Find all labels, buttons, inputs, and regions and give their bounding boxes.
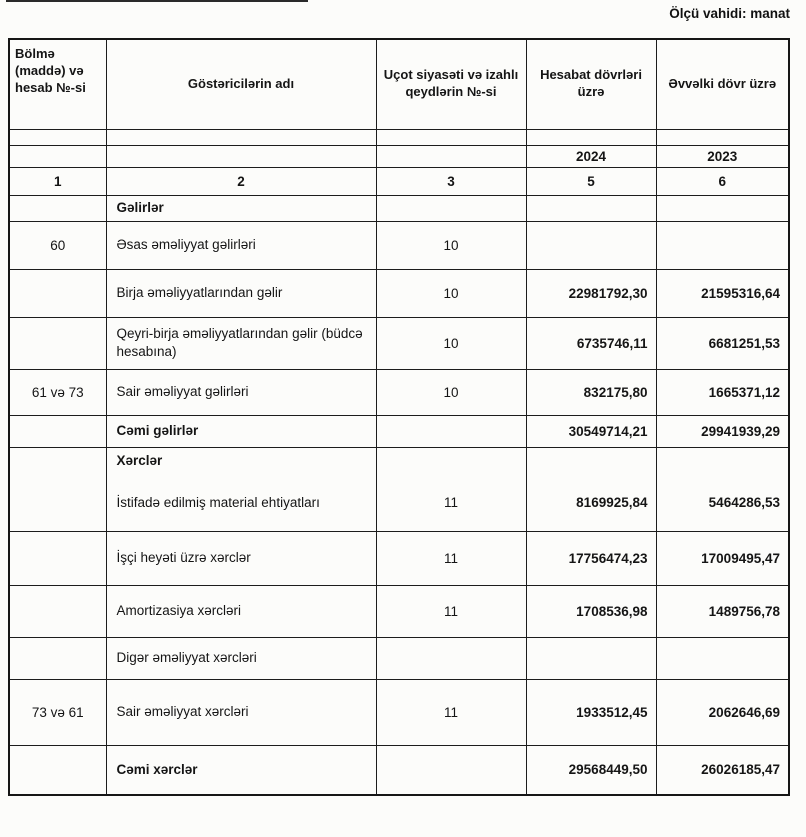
cell-2023: 21595316,64 [656, 269, 789, 317]
cell-code [9, 637, 106, 679]
cell-code [9, 475, 106, 531]
cell-2023: 17009495,47 [656, 531, 789, 585]
cell-note [376, 745, 526, 795]
table-row [9, 221, 789, 269]
cell-2024 [526, 221, 656, 269]
cell-2024: 1933512,45 [526, 679, 656, 745]
cell-note: 11 [376, 475, 526, 531]
cell-name: Gəlirlər [106, 195, 376, 221]
cell-note [376, 637, 526, 679]
blank-row [9, 129, 789, 145]
blank-cell [9, 145, 106, 167]
cell-code: 60 [9, 221, 106, 269]
cell-code [9, 531, 106, 585]
cell-2023 [656, 447, 789, 475]
cell-code [9, 447, 106, 475]
year-2024-cell: 2024 [526, 145, 656, 167]
cell-code [9, 585, 106, 637]
table-row [9, 637, 789, 679]
table-body [9, 195, 789, 795]
cell-code [9, 415, 106, 447]
cell-code [9, 745, 106, 795]
column-number-cell: 3 [376, 167, 526, 195]
cell-note [376, 195, 526, 221]
cell-note: 10 [376, 221, 526, 269]
cell-name: Cəmi xərclər [106, 745, 376, 795]
table-row [9, 447, 789, 475]
table-row [9, 415, 789, 447]
blank-cell [106, 145, 376, 167]
cell-2023 [656, 221, 789, 269]
cell-note: 10 [376, 369, 526, 415]
cell-code: 73 və 61 [9, 679, 106, 745]
cell-name: Birja əməliyyatlarından gəlir [106, 269, 376, 317]
blank-cell [9, 129, 106, 145]
table-row [9, 369, 789, 415]
cell-2023: 29941939,29 [656, 415, 789, 447]
cell-note [376, 447, 526, 475]
cell-name: Amortizasiya xərcləri [106, 585, 376, 637]
table-row [9, 317, 789, 369]
blank-cell [656, 129, 789, 145]
cell-2024: 22981792,30 [526, 269, 656, 317]
cell-name: Xərclər [106, 447, 376, 475]
cell-2024 [526, 637, 656, 679]
cell-2024: 832175,80 [526, 369, 656, 415]
cell-2024 [526, 195, 656, 221]
cell-note: 10 [376, 317, 526, 369]
cell-2023: 5464286,53 [656, 475, 789, 531]
column-number-row [9, 167, 789, 195]
column-number-cell: 6 [656, 167, 789, 195]
table-row [9, 679, 789, 745]
cell-2024: 6735746,11 [526, 317, 656, 369]
unit-note: Ölçü vahidi: manat [669, 6, 790, 21]
cell-2023: 1489756,78 [656, 585, 789, 637]
scan-artifact-line [6, 0, 308, 2]
cell-code [9, 269, 106, 317]
cell-name: Cəmi gəlirlər [106, 415, 376, 447]
year-2023-cell: 2023 [656, 145, 789, 167]
cell-2024: 29568449,50 [526, 745, 656, 795]
blank-cell [376, 145, 526, 167]
table-row [9, 531, 789, 585]
table-row [9, 745, 789, 795]
cell-2023 [656, 195, 789, 221]
cell-note: 10 [376, 269, 526, 317]
header-cell-name: Göstəricilərin adı [106, 39, 376, 129]
cell-2024: 30549714,21 [526, 415, 656, 447]
blank-cell [106, 129, 376, 145]
cell-name: İşçi heyəti üzrə xərclər [106, 531, 376, 585]
column-number-cell: 1 [9, 167, 106, 195]
cell-note: 11 [376, 585, 526, 637]
column-number-cell: 2 [106, 167, 376, 195]
cell-2023: 6681251,53 [656, 317, 789, 369]
cell-2024: 17756474,23 [526, 531, 656, 585]
cell-note: 11 [376, 679, 526, 745]
header-row [9, 39, 789, 129]
cell-2023: 26026185,47 [656, 745, 789, 795]
cell-name: İstifadə edilmiş material ehtiyatları [106, 475, 376, 531]
cell-name: Qeyri-birja əməliyyatlarından gəlir (büdcə hesabına) [106, 317, 376, 369]
cell-note: 11 [376, 531, 526, 585]
table-row [9, 195, 789, 221]
column-number-cell: 5 [526, 167, 656, 195]
cell-2023 [656, 637, 789, 679]
cell-name: Əsas əməliyyat gəlirləri [106, 221, 376, 269]
cell-name: Sair əməliyyat xərcləri [106, 679, 376, 745]
cell-2023: 1665371,12 [656, 369, 789, 415]
cell-note [376, 415, 526, 447]
table-row [9, 585, 789, 637]
cell-name: Sair əməliyyat gəlirləri [106, 369, 376, 415]
blank-cell [526, 129, 656, 145]
cell-2024 [526, 447, 656, 475]
cell-code: 61 və 73 [9, 369, 106, 415]
cell-2024: 1708536,98 [526, 585, 656, 637]
cell-name: Digər əməliyyat xərcləri [106, 637, 376, 679]
cell-2024: 8169925,84 [526, 475, 656, 531]
header-cell-code: Bölmə (maddə) və hesab №-si [9, 39, 106, 129]
cell-code [9, 317, 106, 369]
years-row [9, 145, 789, 167]
cell-2023: 2062646,69 [656, 679, 789, 745]
blank-cell [376, 129, 526, 145]
cell-code [9, 195, 106, 221]
header-cell-previous-period: Əvvəlki dövr üzrə [656, 39, 789, 129]
header-cell-note: Uçot siyasəti və izahlı qeydlərin №-si [376, 39, 526, 129]
financial-table [8, 38, 790, 796]
table-row [9, 475, 789, 531]
table-row [9, 269, 789, 317]
header-cell-current-period: Hesabat dövrləri üzrə [526, 39, 656, 129]
